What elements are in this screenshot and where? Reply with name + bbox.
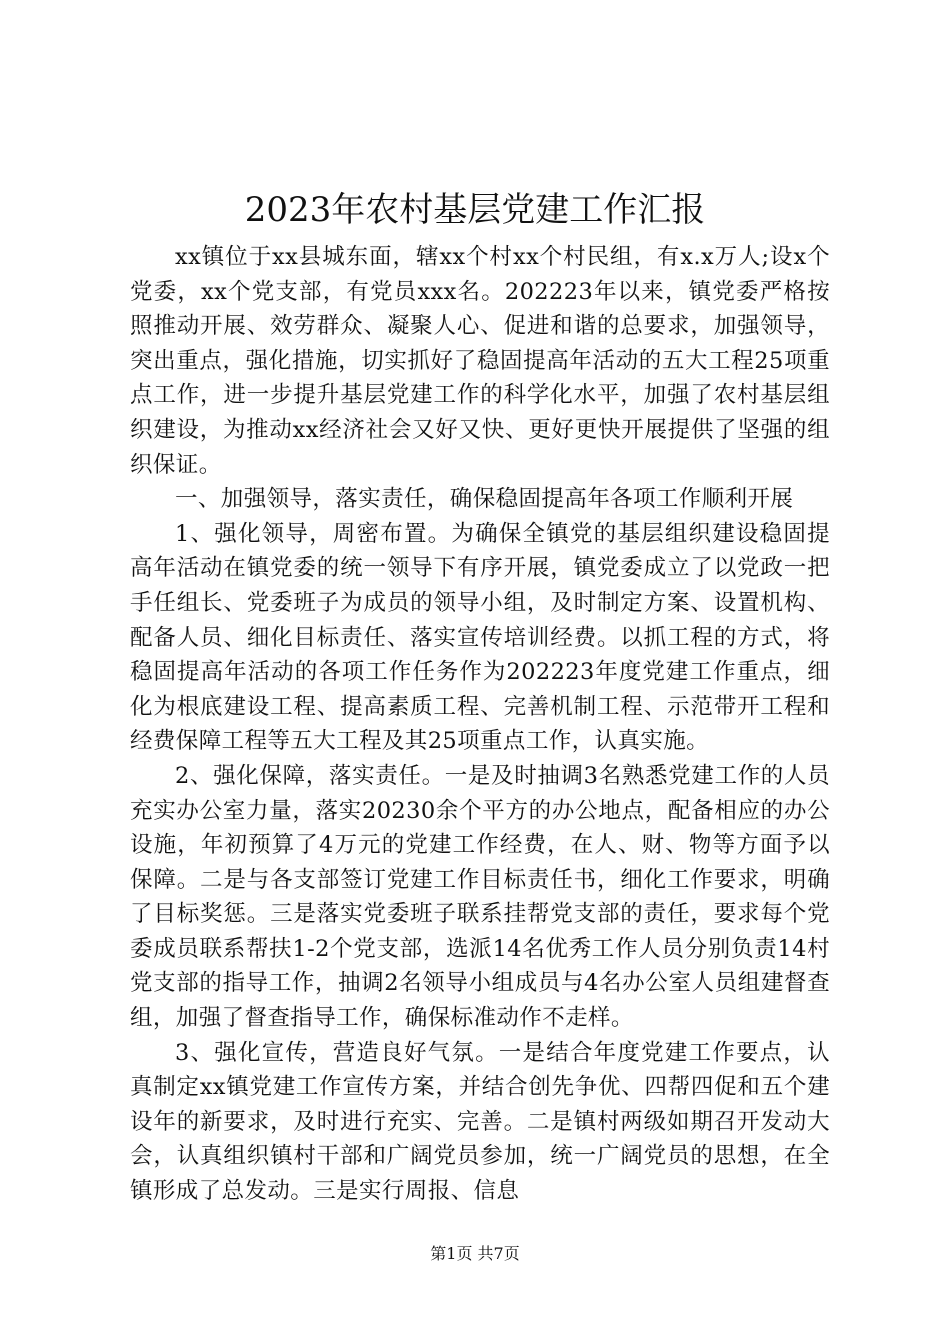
- paragraph-item-3: 3、强化宣传，营造良好气氛。一是结合年度党建工作要点，认真制定xx镇党建工作宣传方案，并结合创先争优、四帮四促和五个建设年的新要求，及时进行充实、完善。二是镇村两级如期召开发动大会，认真组织镇村干部和广阔党员参加，统一广阔党员的思想，在全镇形成了总发动。三是实行周报、信息: [130, 1039, 830, 1205]
- paragraph-intro: xx镇位于xx县城东面，辖xx个村xx个村民组，有x.x万人;设x个党委，xx个党支部，有党员xxx名。202223年以来，镇党委严格按照推动开展、效劳群众、凝聚人心、促进和谐的总要求，加强领导，突出重点，强化措施，切实抓好了稳固提高年活动的五大工程25项重点工作，进一步提升基层党建工作的科学化水平，加强了农村基层组织建设，为推动xx经济社会又好又快、更好更快开展提供了坚强的组织保证。: [130, 244, 830, 478]
- section-heading-1: 一、加强领导，落实责任，确保稳固提高年各项工作顺利开展: [175, 486, 794, 513]
- document-title: 2023年农村基层党建工作汇报: [244, 190, 706, 230]
- paragraph-item-2: 2、强化保障，落实责任。一是及时抽调3名熟悉党建工作的人员充实办公室力量，落实20230余个平方的办公地点，配备相应的办公设施，年初预算了4万元的党建工作经费，在人、财、物等方面予以保障。二是与各支部签订党建工作目标责任书，细化工作要求，明确了目标奖惩。三是落实党委班子联系挂帮党支部的责任，要求每个党委成员联系帮扶1-2个党支部，选派14名优秀工作人员分别负责14村党支部的指导工作，抽调2名领导小组成员与4名办公室人员组建督查组，加强了督查指导工作，确保标准动作不走样。: [130, 762, 830, 1032]
- paragraph-item-1: 1、强化领导，周密布置。为确保全镇党的基层组织建设稳固提高年活动在镇党委的统一领导下有序开展，镇党委成立了以党政一把手任组长、党委班子为成员的领导小组，及时制定方案、设置机构、配备人员、细化目标责任、落实宣传培训经费。以抓工程的方式，将稳固提高年活动的各项工作任务作为202223年度党建工作重点，细化为根底建设工程、提高素质工程、完善机制工程、示范带开工程和经费保障工程等五大工程及其25项重点工作，认真实施。: [130, 520, 830, 755]
- document-body: [130, 240, 830, 1209]
- page-indicator: 第1页 共7页: [430, 1244, 520, 1263]
